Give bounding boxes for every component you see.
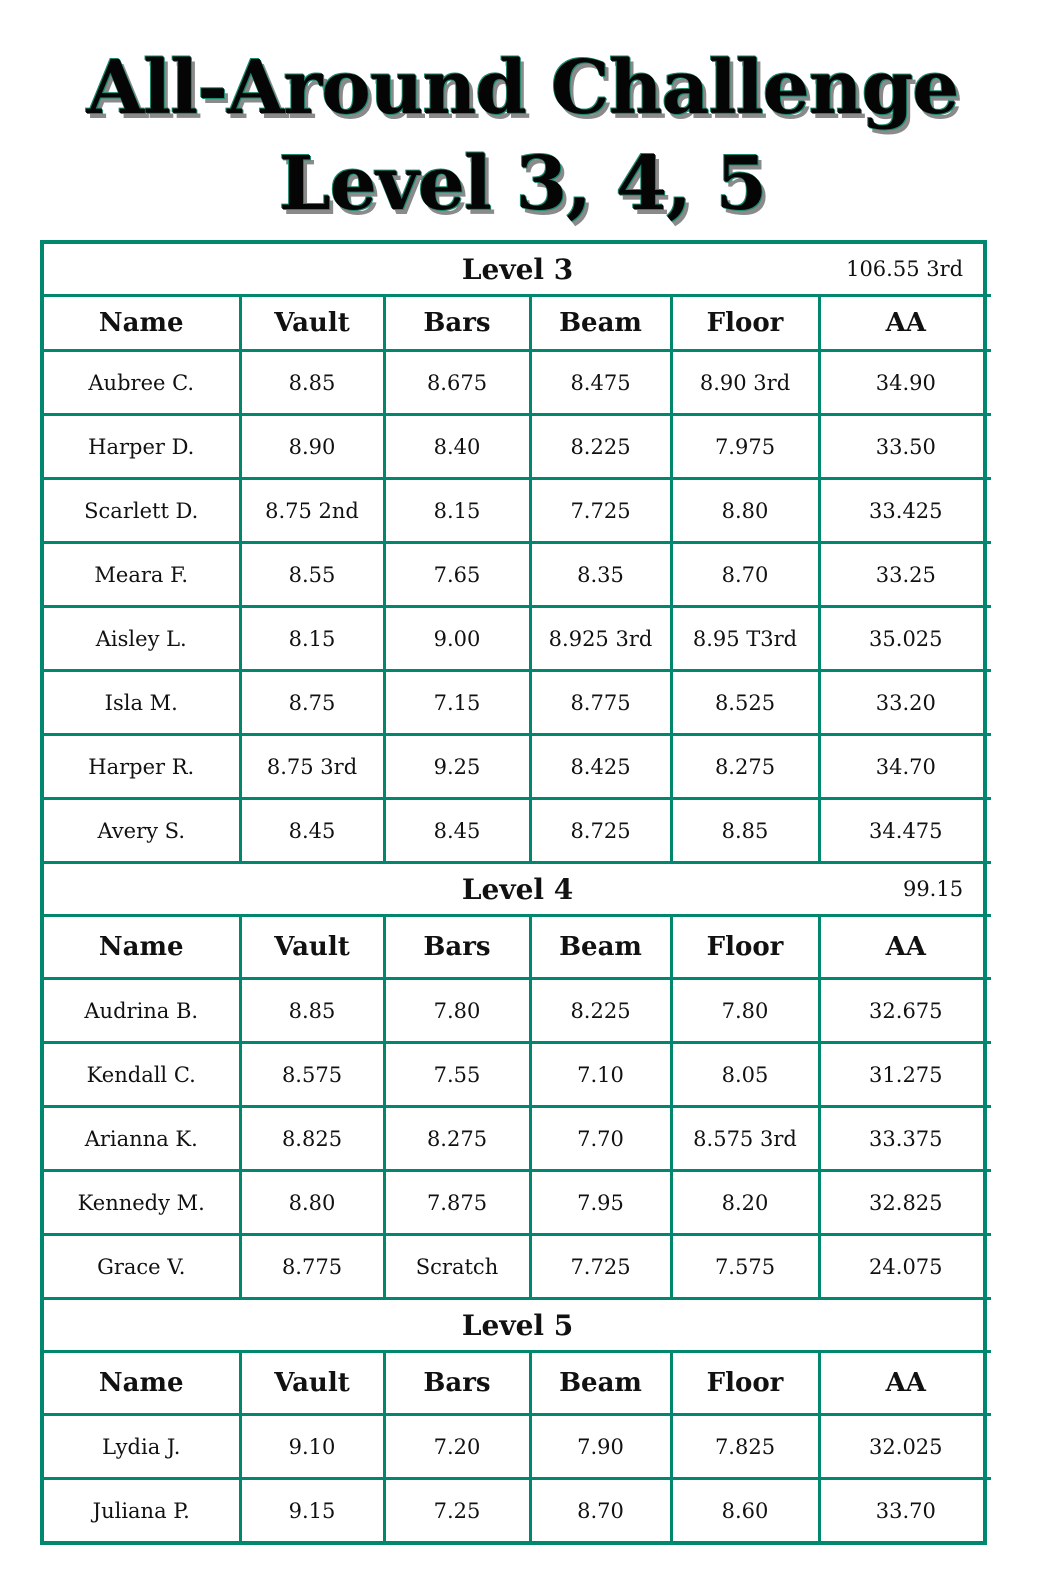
column-header-vault: Vault [240, 296, 384, 351]
cell-beam: 7.95 [530, 1171, 671, 1235]
cell-aa: 33.425 [819, 479, 991, 543]
cell-bars: 8.675 [384, 351, 530, 415]
table-row [44, 1171, 991, 1235]
cell-aa: 33.70 [819, 1479, 991, 1542]
cell-aa: 32.025 [819, 1415, 991, 1479]
cell-floor: 8.90 3rd [671, 351, 819, 415]
cell-name: Kendall C. [44, 1043, 240, 1107]
cell-vault: 8.825 [240, 1107, 384, 1171]
level-title: Level 4 [461, 872, 574, 906]
cell-beam: 8.775 [530, 671, 671, 735]
cell-name: Isla M. [44, 671, 240, 735]
cell-vault: 8.775 [240, 1235, 384, 1299]
cell-vault: 9.10 [240, 1415, 384, 1479]
cell-name: Aisley L. [44, 607, 240, 671]
column-header-name: Name [44, 1352, 240, 1415]
cell-floor: 8.575 3rd [671, 1107, 819, 1171]
cell-aa: 24.075 [819, 1235, 991, 1299]
column-header-aa: AA [819, 916, 991, 979]
cell-floor: 8.20 [671, 1171, 819, 1235]
cell-vault: 8.15 [240, 607, 384, 671]
level-5-title-row [44, 1299, 991, 1352]
column-header-beam: Beam [530, 1352, 671, 1415]
cell-aa: 32.675 [819, 979, 991, 1043]
cell-floor: 7.975 [671, 415, 819, 479]
cell-aa: 34.70 [819, 735, 991, 799]
title-line-1: All-Around Challenge [86, 45, 959, 131]
cell-aa: 34.475 [819, 799, 991, 863]
level-4-title-row [44, 863, 991, 916]
table-row [44, 1107, 991, 1171]
cell-beam: 7.725 [530, 1235, 671, 1299]
cell-bars: 7.875 [384, 1171, 530, 1235]
level-title: Level 5 [461, 1308, 574, 1342]
cell-beam: 8.225 [530, 979, 671, 1043]
cell-bars: 7.55 [384, 1043, 530, 1107]
table-row [44, 1043, 991, 1107]
results-table-container [40, 240, 987, 1545]
column-header-floor: Floor [671, 916, 819, 979]
cell-floor: 8.525 [671, 671, 819, 735]
cell-name: Lydia J. [44, 1415, 240, 1479]
column-header-bars: Bars [384, 916, 530, 979]
table-row [44, 607, 991, 671]
cell-aa: 33.50 [819, 415, 991, 479]
cell-bars: Scratch [384, 1235, 530, 1299]
column-header-beam: Beam [530, 916, 671, 979]
cell-bars: 7.65 [384, 543, 530, 607]
cell-aa: 34.90 [819, 351, 991, 415]
team-score: 99.15 [902, 877, 964, 901]
page-title [0, 40, 1045, 232]
table-row [44, 415, 991, 479]
cell-bars: 8.275 [384, 1107, 530, 1171]
table-row [44, 1235, 991, 1299]
column-header-bars: Bars [384, 296, 530, 351]
table-row [44, 1415, 991, 1479]
cell-beam: 8.70 [530, 1479, 671, 1542]
level-3-title-row [44, 244, 991, 296]
cell-aa: 33.20 [819, 671, 991, 735]
cell-aa: 32.825 [819, 1171, 991, 1235]
cell-name: Kennedy M. [44, 1171, 240, 1235]
cell-bars: 9.00 [384, 607, 530, 671]
cell-beam: 8.35 [530, 543, 671, 607]
cell-beam: 8.475 [530, 351, 671, 415]
cell-beam: 7.725 [530, 479, 671, 543]
cell-name: Scarlett D. [44, 479, 240, 543]
cell-beam: 8.925 3rd [530, 607, 671, 671]
column-header-aa: AA [819, 296, 991, 351]
cell-aa: 31.275 [819, 1043, 991, 1107]
cell-name: Avery S. [44, 799, 240, 863]
level-title-cell [44, 863, 991, 916]
title-line-2: Level 3, 4, 5 [278, 141, 767, 227]
cell-bars: 7.20 [384, 1415, 530, 1479]
cell-vault: 8.75 [240, 671, 384, 735]
cell-beam: 7.10 [530, 1043, 671, 1107]
cell-vault: 8.85 [240, 351, 384, 415]
column-header-beam: Beam [530, 296, 671, 351]
column-header-bars: Bars [384, 1352, 530, 1415]
column-header-aa: AA [819, 1352, 991, 1415]
cell-floor: 7.575 [671, 1235, 819, 1299]
cell-floor: 8.80 [671, 479, 819, 543]
team-score: 106.55 3rd [846, 257, 964, 281]
cell-beam: 7.90 [530, 1415, 671, 1479]
cell-vault: 8.45 [240, 799, 384, 863]
table-row [44, 979, 991, 1043]
cell-name: Aubree C. [44, 351, 240, 415]
cell-floor: 7.825 [671, 1415, 819, 1479]
column-header-name: Name [44, 296, 240, 351]
cell-name: Harper D. [44, 415, 240, 479]
cell-bars: 7.25 [384, 1479, 530, 1542]
cell-bars: 9.25 [384, 735, 530, 799]
cell-floor: 8.70 [671, 543, 819, 607]
cell-vault: 8.75 2nd [240, 479, 384, 543]
cell-beam: 8.725 [530, 799, 671, 863]
cell-floor: 7.80 [671, 979, 819, 1043]
cell-bars: 7.80 [384, 979, 530, 1043]
table-row [44, 543, 991, 607]
cell-beam: 8.225 [530, 415, 671, 479]
cell-name: Harper R. [44, 735, 240, 799]
cell-bars: 8.45 [384, 799, 530, 863]
cell-vault: 8.75 3rd [240, 735, 384, 799]
cell-name: Arianna K. [44, 1107, 240, 1171]
header-row [44, 296, 991, 351]
cell-aa: 33.25 [819, 543, 991, 607]
cell-name: Grace V. [44, 1235, 240, 1299]
column-header-vault: Vault [240, 916, 384, 979]
column-header-name: Name [44, 916, 240, 979]
cell-name: Audrina B. [44, 979, 240, 1043]
level-title-cell [44, 244, 991, 296]
cell-bars: 8.40 [384, 415, 530, 479]
cell-vault: 8.55 [240, 543, 384, 607]
cell-vault: 8.85 [240, 979, 384, 1043]
cell-beam: 7.70 [530, 1107, 671, 1171]
table-row [44, 351, 991, 415]
cell-vault: 8.80 [240, 1171, 384, 1235]
column-header-floor: Floor [671, 1352, 819, 1415]
table-row [44, 1479, 991, 1542]
cell-vault: 9.15 [240, 1479, 384, 1542]
cell-floor: 8.85 [671, 799, 819, 863]
column-header-floor: Floor [671, 296, 819, 351]
header-row [44, 916, 991, 979]
cell-name: Meara F. [44, 543, 240, 607]
cell-name: Juliana P. [44, 1479, 240, 1542]
cell-floor: 8.275 [671, 735, 819, 799]
cell-floor: 8.95 T3rd [671, 607, 819, 671]
cell-floor: 8.60 [671, 1479, 819, 1542]
cell-bars: 7.15 [384, 671, 530, 735]
cell-floor: 8.05 [671, 1043, 819, 1107]
level-title-cell [44, 1299, 991, 1352]
cell-vault: 8.575 [240, 1043, 384, 1107]
cell-aa: 33.375 [819, 1107, 991, 1171]
table-row [44, 735, 991, 799]
table-row [44, 671, 991, 735]
cell-vault: 8.90 [240, 415, 384, 479]
cell-aa: 35.025 [819, 607, 991, 671]
level-title: Level 3 [461, 252, 574, 286]
table-row [44, 479, 991, 543]
column-header-vault: Vault [240, 1352, 384, 1415]
results-table [44, 244, 991, 1541]
header-row [44, 1352, 991, 1415]
cell-bars: 8.15 [384, 479, 530, 543]
table-row [44, 799, 991, 863]
cell-beam: 8.425 [530, 735, 671, 799]
